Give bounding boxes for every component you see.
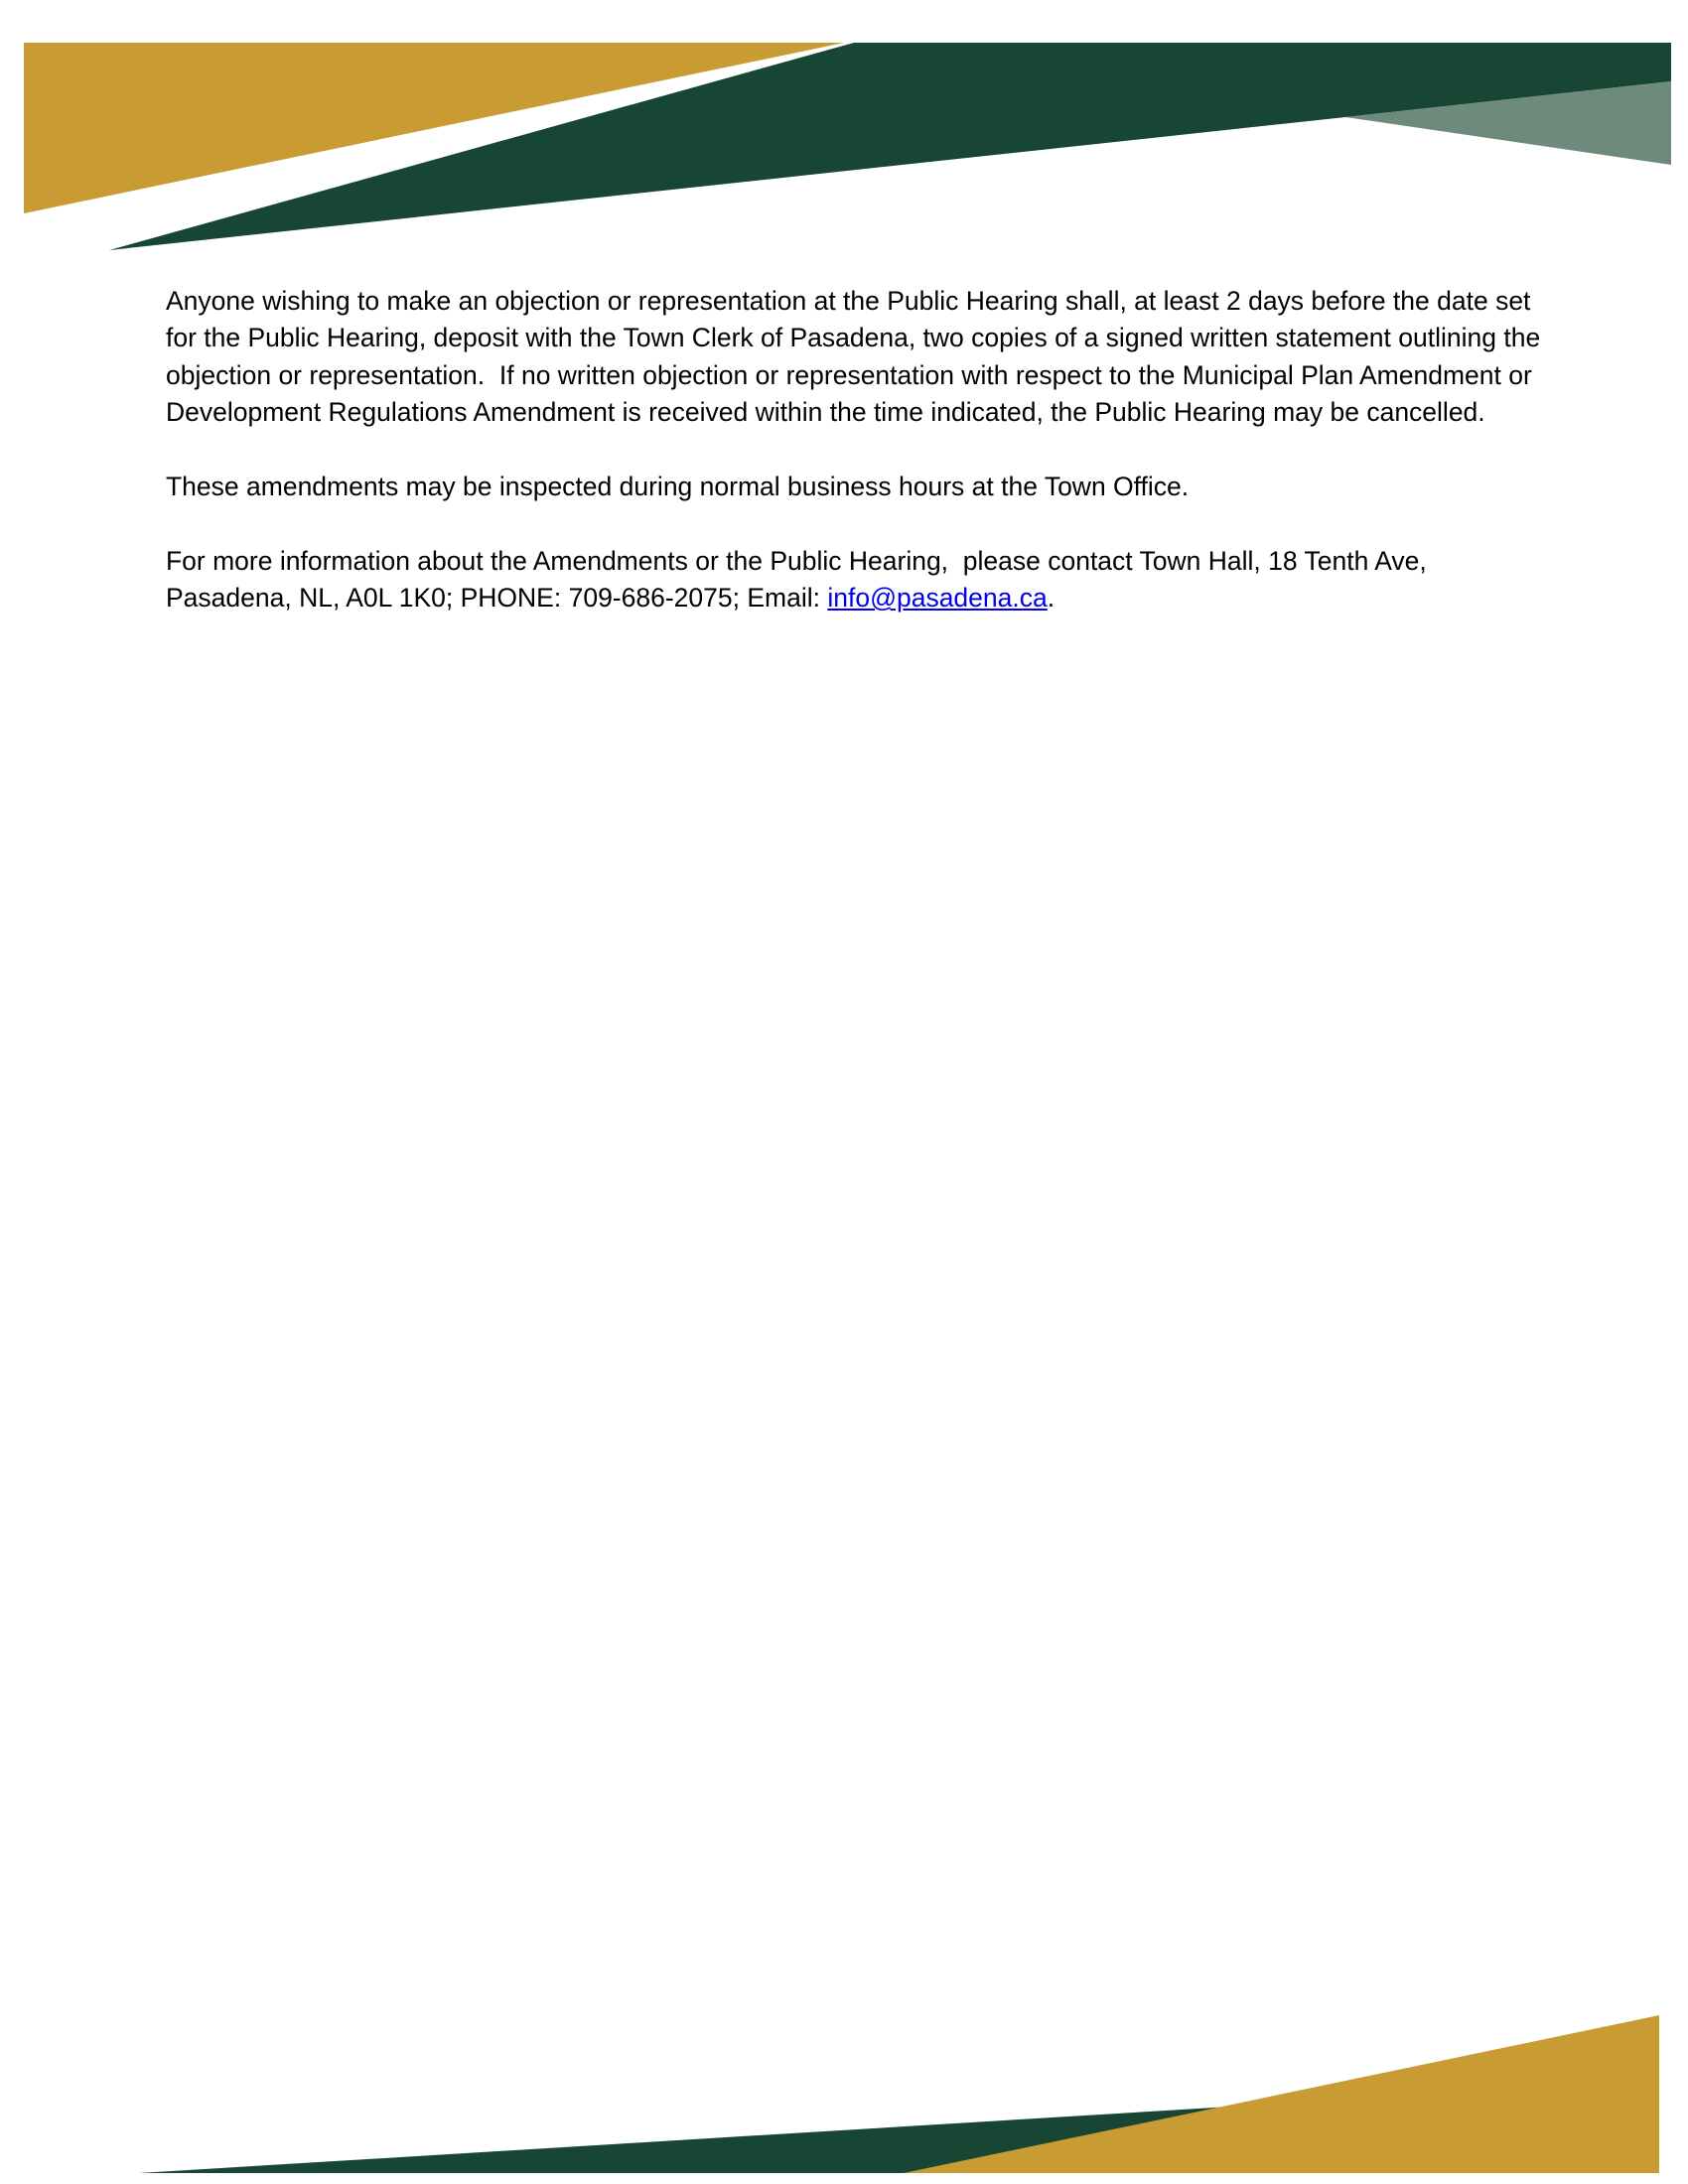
header-banner — [0, 0, 1688, 258]
footer-banner — [0, 1995, 1688, 2184]
contact-end: . — [1047, 583, 1055, 614]
email-link[interactable]: info@pasadena.ca — [827, 583, 1048, 614]
objection-paragraph: Anyone wishing to make an objection or representation at the Public Hearing shall, at least 2 days before the date set for the Public Hearing, deposit with the Town Clerk of Pasadena, two copies of a signed written statement outlining the objection or representation. If no written objection or representation with respect to the Municipal Plan Amendment or Development Regulations Amendment is received within the time indicated, the Public Hearing may be cancelled. — [166, 286, 1548, 428]
contact-text: For more information about the Amendments or the Public Hearing, please contact Town Hall, 18 Tenth Ave, Pasadena, NL, A0L 1K0; PHONE: 709-686-2075; Email: — [166, 545, 1435, 614]
contact-paragraph — [166, 543, 1556, 617]
inspection-paragraph: These amendments may be inspected during normal business hours at the Town Office. — [166, 472, 1190, 502]
document-body — [166, 283, 1556, 654]
